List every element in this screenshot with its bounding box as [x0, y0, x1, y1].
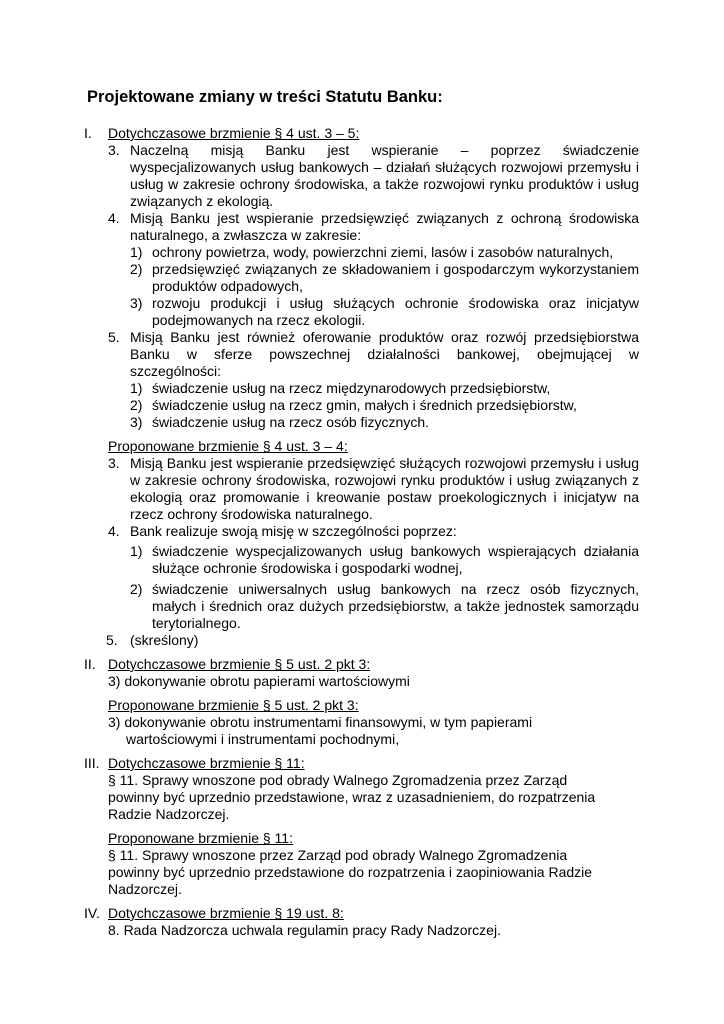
- section-heading: Proponowane brzmienie § 11:: [108, 830, 293, 846]
- section-heading: Dotychczasowe brzmienie § 4 ust. 3 – 5:: [108, 125, 360, 141]
- sub-item-number: 3): [130, 414, 143, 430]
- section-heading: Proponowane brzmienie § 4 ust. 3 – 4:: [108, 438, 348, 454]
- sub-item-number: 3): [130, 295, 143, 311]
- sub-item-text: świadczenie usług na rzecz gmin, małych i średnich przedsiębiorstw,: [152, 397, 577, 413]
- section-number: I.: [84, 125, 92, 141]
- section-heading: Dotychczasowe brzmienie § 5 ust. 2 pkt 3:: [108, 656, 371, 672]
- sub-item-number: 1): [130, 244, 143, 260]
- item-text: Naczelną misją Banku jest wspieranie – poprzez świadczenie wyspecjalizowanych usług bankowych – działań służących rozwojowi przemysłu i usług w zakresie ochrony środowiska, a także rozwojowi rynku produktów i usług związanych z ekologią.: [130, 142, 639, 209]
- text-line: powinny być uprzednio przedstawione, wraz z uzasadnieniem, do rozpatrzenia: [108, 789, 596, 805]
- text-line: 3) dokonywanie obrotu instrumentami finansowymi, w tym papierami: [108, 714, 533, 730]
- text-line: Nadzorczej.: [108, 881, 182, 897]
- text-line: powinny być uprzednio przedstawione do rozpatrzenia i zaopiniowania Radzie: [108, 864, 593, 880]
- text-line: § 11. Sprawy wnoszone pod obrady Walnego Zgromadzenia przez Zarząd: [108, 772, 568, 788]
- sub-item-text: świadczenie usług na rzecz osób fizycznych.: [152, 414, 430, 430]
- sub-item-text: rozwoju produkcji i usług służących ochronie środowiska oraz inicjatyw podejmowanych na rzecz ekologii.: [152, 295, 639, 328]
- sub-item-text: świadczenie usług na rzecz międzynarodowych przedsiębiorstw,: [152, 380, 551, 396]
- item-number: 3.: [108, 455, 120, 471]
- item-text: Misją Banku jest wspieranie przedsięwzięć służących rozwojowi przemysłu i usług w zakresie ochrony środowiska, rozwojowi rynku produktów i usług związanych z ekologią oraz promowanie i kreowanie postaw proekologicznych i inicjatyw na rzecz ochrony środowiska naturalnego.: [130, 455, 639, 522]
- item-number: 5.: [106, 632, 118, 648]
- section-number: II.: [84, 656, 96, 672]
- text-line: § 11. Sprawy wnoszone przez Zarząd pod obrady Walnego Zgromadzenia: [108, 847, 568, 863]
- text-line: 3) dokonywanie obrotu papierami wartościowymi: [108, 673, 410, 689]
- sub-item-text: ochrony powietrza, wody, powierzchni ziemi, lasów i zasobów naturalnych,: [152, 244, 614, 260]
- sub-item-number: 1): [130, 380, 143, 396]
- sub-item-number: 2): [130, 397, 143, 413]
- item-number: 3.: [108, 142, 120, 158]
- section-heading: Proponowane brzmienie § 5 ust. 2 pkt 3:: [108, 697, 359, 713]
- text-line: 8. Rada Nadzorcza uchwala regulamin pracy Rady Nadzorczej.: [108, 922, 501, 938]
- item-text: (skreślony): [130, 632, 199, 648]
- sub-item-text: przedsięwzięć związanych ze składowaniem i gospodarczym wykorzystaniem produktów odpadowych,: [152, 261, 639, 294]
- section-number: III.: [84, 755, 100, 771]
- item-number: 4.: [108, 523, 120, 539]
- text-line: Radzie Nadzorczej.: [108, 806, 230, 822]
- item-text: Bank realizuje swoją misję w szczególności poprzez:: [130, 523, 457, 539]
- item-number: 5.: [108, 329, 120, 345]
- section-heading: Dotychczasowe brzmienie § 11:: [108, 755, 305, 771]
- sub-item-number: 2): [130, 581, 143, 597]
- section-heading: Dotychczasowe brzmienie § 19 ust. 8:: [108, 905, 344, 921]
- sub-item-number: 2): [130, 261, 143, 277]
- text-line: wartościowymi i instrumentami pochodnymi,: [126, 731, 400, 747]
- sub-item-text: świadczenie uniwersalnych usług bankowych na rzecz osób fizycznych, małych i średnich oraz dużych przedsiębiorstw, a także jednostek samorządu terytorialnego.: [152, 581, 639, 631]
- item-text: Misją Banku jest również oferowanie produktów oraz rozwój przedsiębiorstwa Banku w sferze powszechnej działalności bankowej, obejmującej w szczególności:: [130, 329, 639, 379]
- item-text: Misją Banku jest wspieranie przedsięwzięć związanych z ochroną środowiska naturalnego, a zwłaszcza w zakresie:: [130, 210, 639, 243]
- page-title: Projektowane zmiany w treści Statutu Banku:: [87, 88, 443, 106]
- sub-item-text: świadczenie wyspecjalizowanych usług bankowych wspierających działania służące ochronie środowiska i gospodarki wodnej,: [152, 543, 639, 576]
- item-number: 4.: [108, 210, 120, 226]
- sub-item-number: 1): [130, 543, 143, 559]
- section-number: IV.: [84, 905, 100, 921]
